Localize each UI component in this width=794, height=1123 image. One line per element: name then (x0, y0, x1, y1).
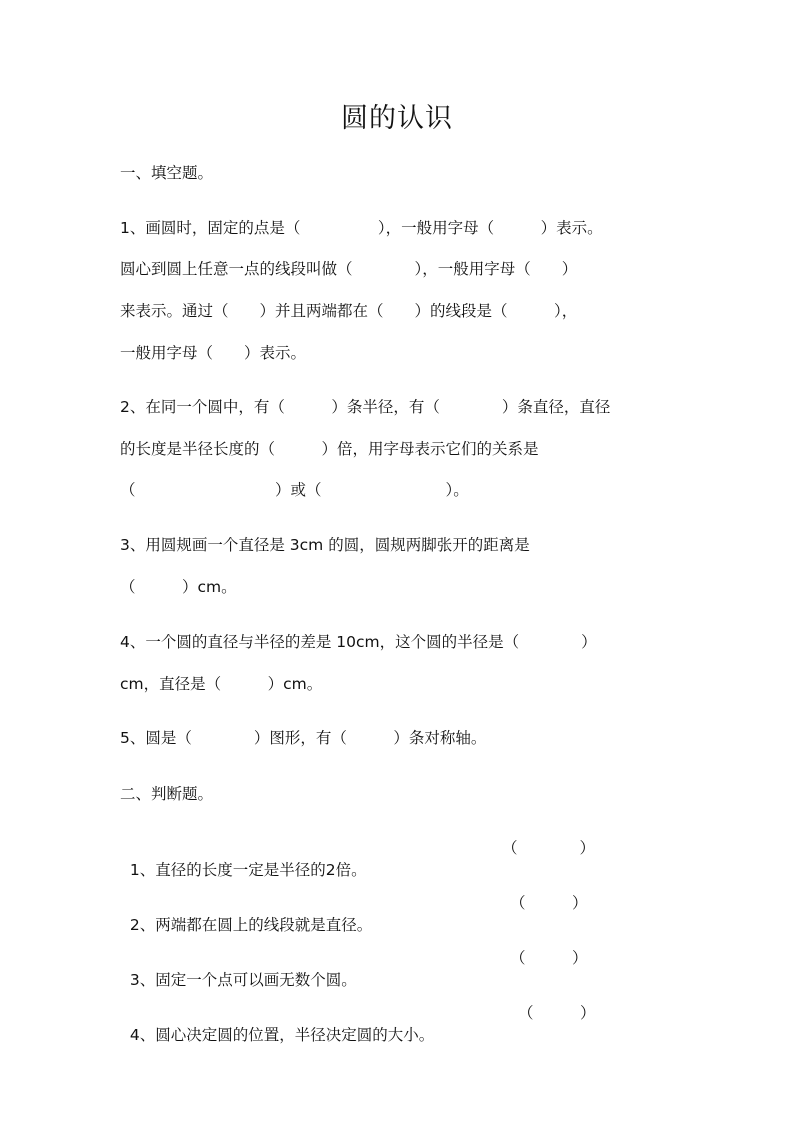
judge-answer-paren: （ ） (518, 1004, 596, 1022)
judge-item-text: 2、两端都在圆上的线段就是直径。 (129, 916, 373, 934)
q2-line-2: 的长度是半径长度的（ ）倍，用字母表示它们的关系是 (120, 440, 539, 458)
q2-line-1: 2、在同一个圆中，有（ ）条半径，有（ ）条直径，直径 (120, 398, 611, 416)
q1-line-4: 一般用字母（ ）表示。 (120, 344, 307, 362)
judge-answer-paren: （ ） (510, 894, 588, 912)
q1-line-3: 来表示。通过（ ）并且两端都在（ ）的线段是（ ）， (120, 302, 578, 320)
judge-item-text: 1、直径的长度一定是半径的2倍。 (129, 861, 367, 879)
q1-line-1: 1、画圆时，固定的点是（ ），一般用字母（ ）表示。 (120, 219, 603, 237)
q1-line-2: 圆心到圆上任意一点的线段叫做（ ），一般用字母（ ） (120, 260, 578, 278)
q2-line-3: （ ）或（ ）。 (120, 481, 469, 499)
q3-line-2: （ ）cm。 (120, 578, 237, 596)
q5-line: 5、圆是（ ）图形，有（ ）条对称轴。 (120, 729, 487, 747)
judge-answer-paren: （ ） (502, 839, 596, 857)
section-heading-true-false: 二、判断题。 (120, 785, 214, 803)
judge-item-text: 4、圆心决定圆的位置，半径决定圆的大小。 (129, 1026, 435, 1044)
section-heading-fill-in: 一、填空题。 (120, 164, 214, 182)
judge-item-4 (120, 1002, 596, 1068)
q3-line-1: 3、用圆规画一个直径是 3cm 的圆，圆规两脚张开的距离是 (120, 536, 530, 554)
judge-item-text: 3、固定一个点可以画无数个圆。 (129, 971, 357, 989)
judge-answer-paren: （ ） (510, 949, 588, 967)
q4-line-1: 4、一个圆的直径与半径的差是 10cm，这个圆的半径是（ ） (120, 633, 597, 651)
q4-line-2: cm，直径是（ ）cm。 (120, 675, 323, 693)
page-title: 圆的认识 (341, 103, 453, 134)
